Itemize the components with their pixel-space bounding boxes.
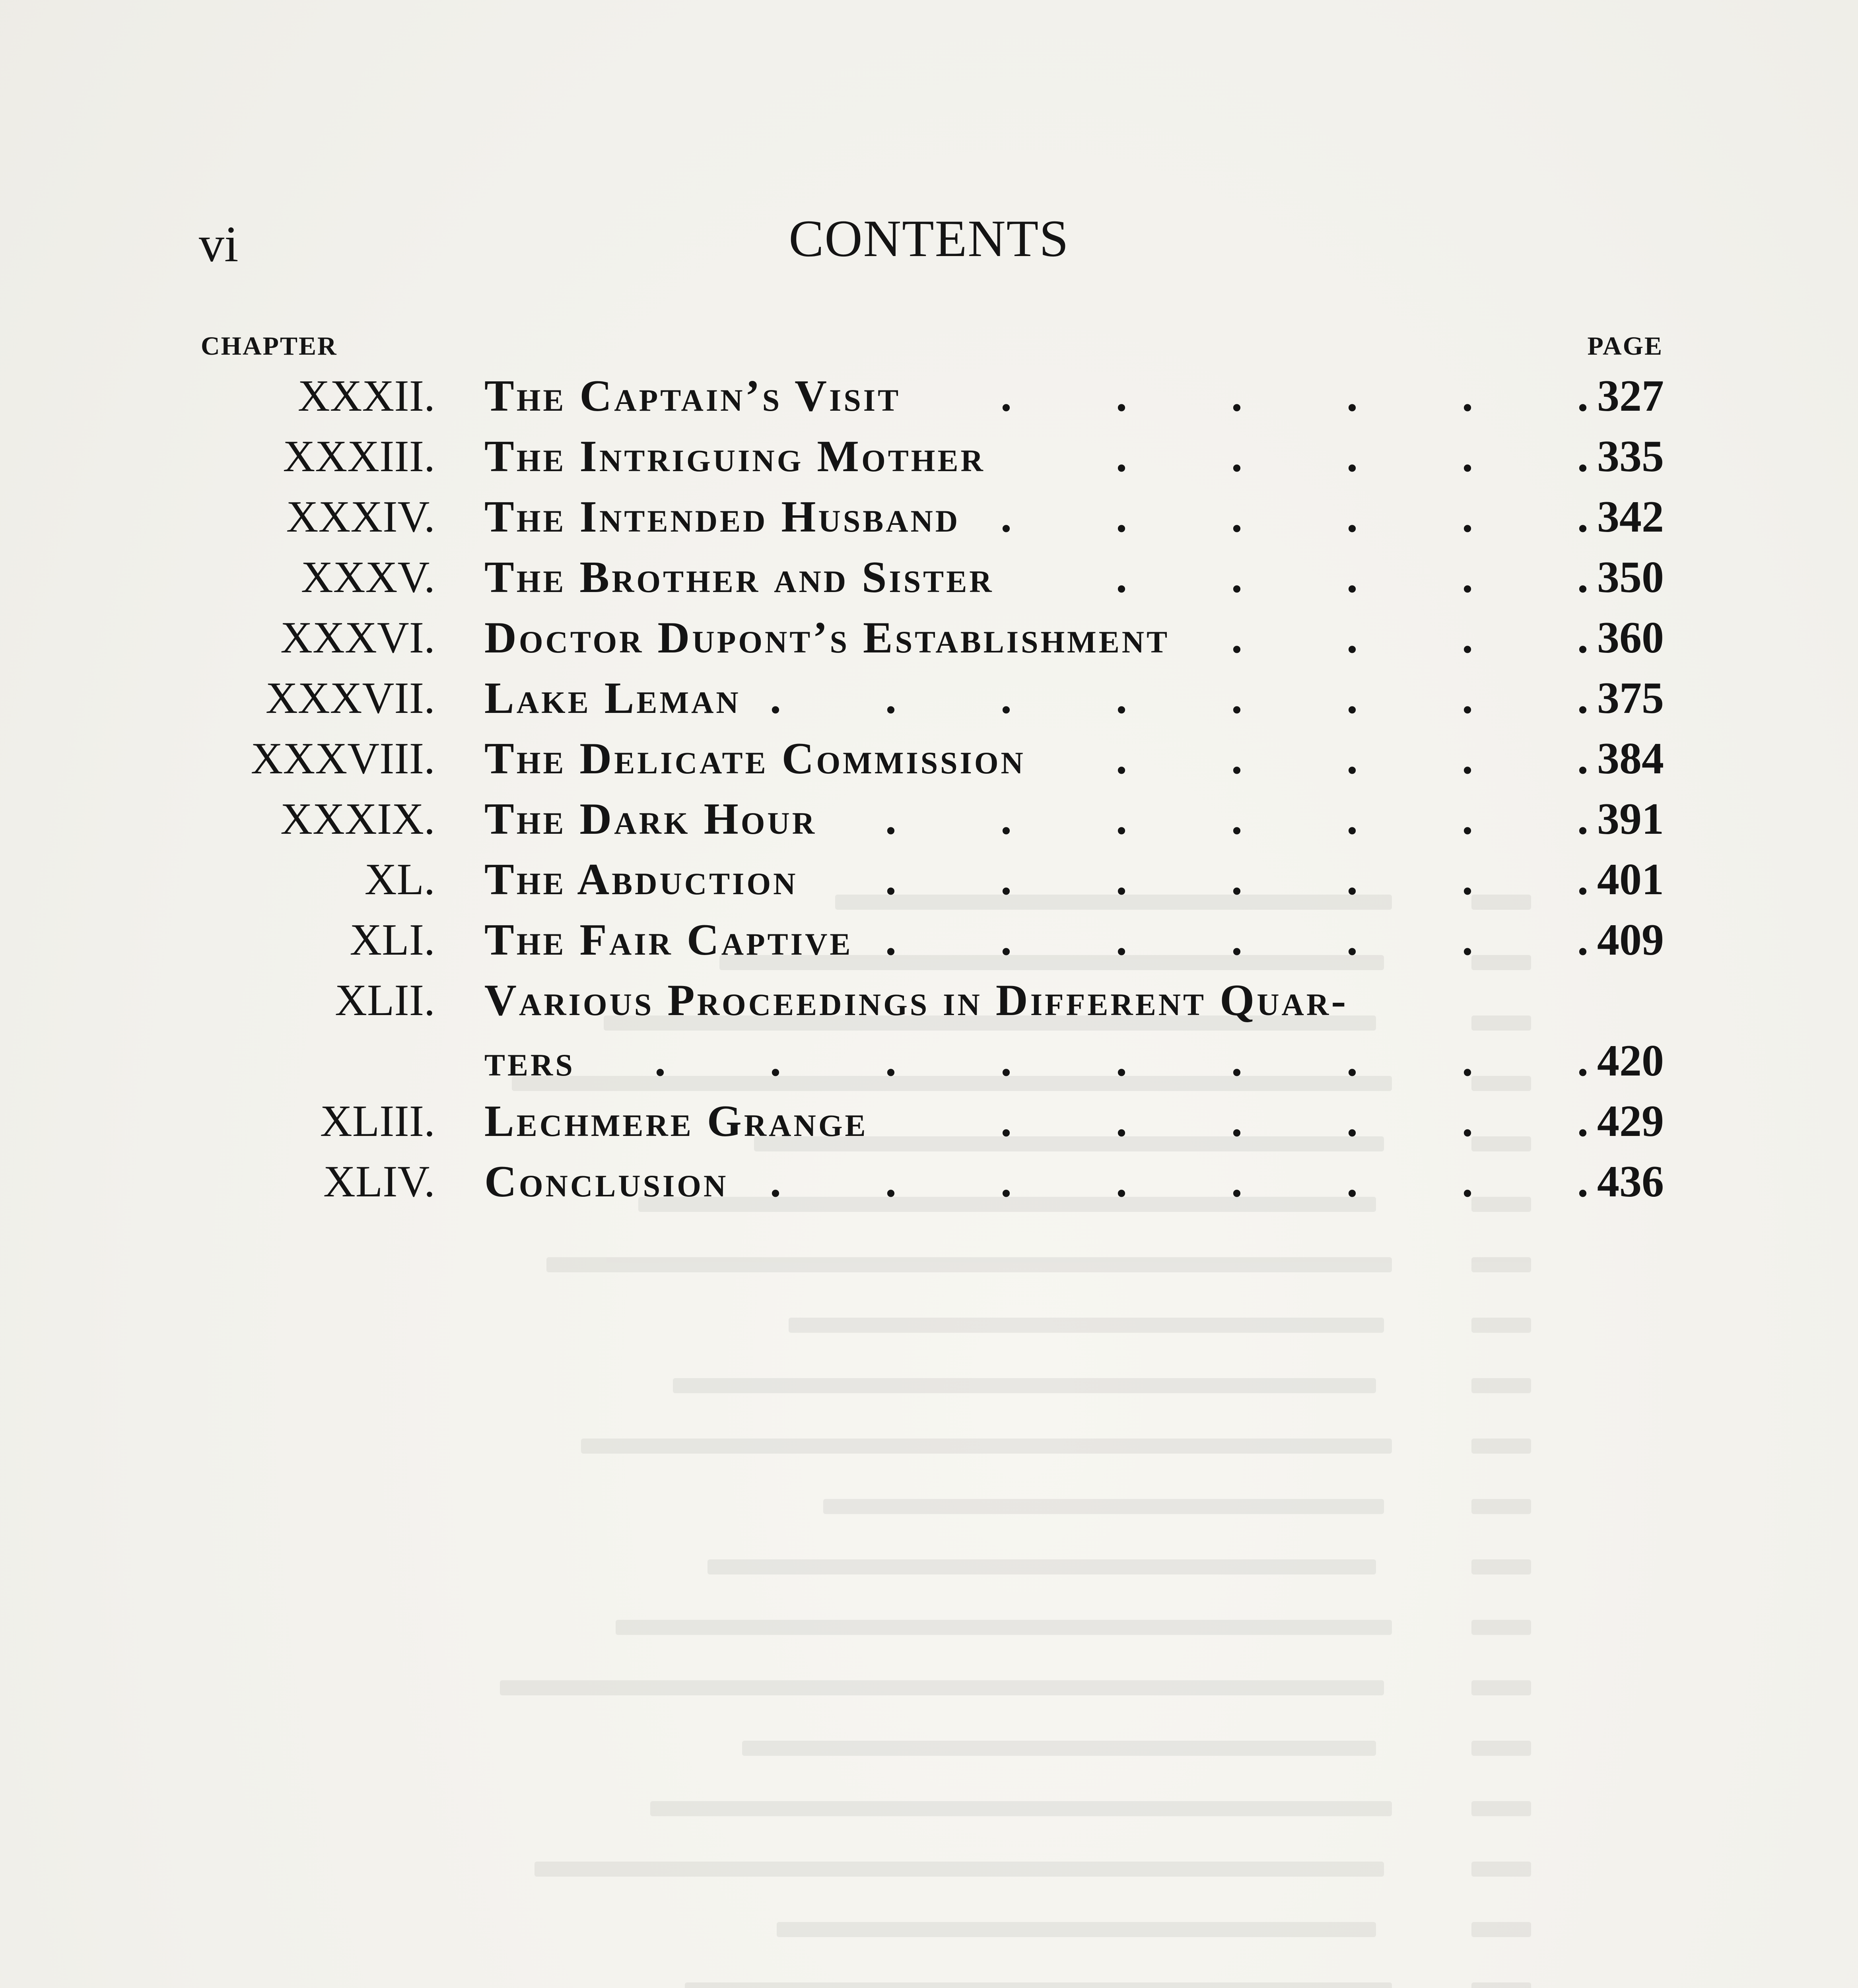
- toc-entry: XLI. The Fair Captive . . . . . . . 409: [350, 915, 1664, 965]
- chapter-title: The Dark Hour: [484, 794, 817, 844]
- ghost-line: [546, 1257, 1392, 1272]
- page-number: 420: [1597, 1036, 1664, 1085]
- toc-entry: XL. The Abduction . . . . . . . 401: [364, 855, 1664, 904]
- toc-entry: XLIII. Lechmere Grange . . . . . . 429: [320, 1097, 1664, 1146]
- toc-entry: XXXIV. The Intended Husband . . . . . . 342: [286, 492, 1664, 542]
- ghost-number: [1471, 1257, 1531, 1272]
- chapter-number: XL.: [364, 855, 435, 904]
- ghost-number: [1471, 1378, 1531, 1393]
- ghost-line: [500, 1680, 1384, 1695]
- page-number: 429: [1597, 1097, 1664, 1146]
- chapter-title: Various Proceedings in Different Quar-: [484, 976, 1349, 1025]
- toc-entry: XXXV. The Brother and Sister . . . . . 350: [301, 553, 1664, 602]
- ghost-number: [1471, 1862, 1531, 1877]
- chapter-number: XLIV.: [323, 1157, 435, 1206]
- chapter-title: The Fair Captive: [484, 915, 853, 965]
- chapter-title: The Captain’s Visit: [484, 371, 901, 421]
- ghost-number: [1471, 1801, 1531, 1816]
- ghost-number: [1471, 1982, 1531, 1988]
- page-number: 342: [1597, 492, 1664, 542]
- chapter-title: Conclusion: [484, 1157, 729, 1206]
- running-head: CONTENTS: [789, 209, 1069, 268]
- toc-entry: XXXVII. Lake Leman . . . . . . . . 375: [265, 674, 1664, 723]
- toc-entry: XXXIII. The Intriguing Mother . . . . . 335: [283, 432, 1664, 481]
- page-column-label: PAGE: [1587, 332, 1663, 361]
- ghost-line: [616, 1620, 1392, 1635]
- chapter-title: The Intended Husband: [484, 492, 960, 542]
- ghost-number: [1471, 1620, 1531, 1635]
- chapter-title: ters: [484, 1036, 575, 1085]
- page-number: 327: [1597, 371, 1664, 421]
- page-number: 401: [1597, 855, 1664, 904]
- page-number: 409: [1597, 915, 1664, 965]
- toc-entry: XXXII. The Captain’s Visit . . . . . . 327: [297, 371, 1664, 421]
- toc-entry: XXXVIII. The Delicate Commission . . . . . 384: [251, 734, 1664, 783]
- chapter-title: The Delicate Commission: [484, 734, 1026, 783]
- page-number: 436: [1597, 1157, 1664, 1206]
- ghost-line: [777, 1922, 1376, 1937]
- toc-entry: XXXIX. The Dark Hour . . . . . . . 391: [280, 794, 1664, 844]
- ghost-line: [823, 1499, 1384, 1514]
- chapter-title: The Intriguing Mother: [484, 432, 985, 481]
- ghost-number: [1471, 1499, 1531, 1514]
- ghost-line: [685, 1982, 1392, 1988]
- ghost-number: [1471, 1559, 1531, 1574]
- page-number: 350: [1597, 553, 1664, 602]
- chapter-number: XXXIV.: [286, 492, 435, 542]
- chapter-number: XLIII.: [320, 1097, 435, 1146]
- ghost-number: [1471, 1680, 1531, 1695]
- page-number: 360: [1597, 613, 1664, 662]
- chapter-title: Lake Leman: [484, 674, 741, 723]
- ghost-number: [1471, 1741, 1531, 1756]
- ghost-line: [673, 1378, 1376, 1393]
- chapter-title: Doctor Dupont’s Establishment: [484, 613, 1170, 662]
- page-folio: vi: [199, 216, 239, 272]
- chapter-number: XXXVIII.: [251, 734, 435, 783]
- chapter-title: The Abduction: [484, 855, 798, 904]
- chapter-title: Lechmere Grange: [484, 1097, 868, 1146]
- page-number: 391: [1597, 794, 1664, 844]
- chapter-title: The Brother and Sister: [484, 553, 994, 602]
- ghost-number: [1471, 1318, 1531, 1333]
- toc-entry-continuation: ters . . . . . . . . . 420: [484, 1036, 1664, 1085]
- page-header: [0, 207, 1858, 270]
- page-number: 335: [1597, 432, 1664, 481]
- chapter-number: XXXVI.: [280, 613, 435, 662]
- ghost-number: [1471, 1439, 1531, 1454]
- ghost-line: [581, 1439, 1392, 1454]
- chapter-column-label: CHAPTER: [201, 332, 338, 361]
- page-number: 375: [1597, 674, 1664, 723]
- ghost-line: [534, 1862, 1384, 1877]
- chapter-number: XLI.: [350, 915, 435, 965]
- chapter-number: XXXIX.: [280, 794, 435, 844]
- chapter-number: XXXIII.: [283, 432, 435, 481]
- chapter-number: XLII.: [335, 976, 435, 1025]
- ghost-number: [1471, 1922, 1531, 1937]
- toc-entry: XXXVI. Doctor Dupont’s Establishment . . . . 360: [280, 613, 1664, 662]
- ghost-line: [707, 1559, 1376, 1574]
- ghost-line: [650, 1801, 1392, 1816]
- toc-entry: [0, 970, 1858, 1031]
- ghost-line: [789, 1318, 1384, 1333]
- page-number: 384: [1597, 734, 1664, 783]
- chapter-number: XXXV.: [301, 553, 435, 602]
- chapter-number: XXXVII.: [265, 674, 435, 723]
- ghost-line: [742, 1741, 1376, 1756]
- toc-entry: XLIV. Conclusion . . . . . . . . 436: [323, 1157, 1664, 1206]
- chapter-number: XXXII.: [297, 371, 435, 421]
